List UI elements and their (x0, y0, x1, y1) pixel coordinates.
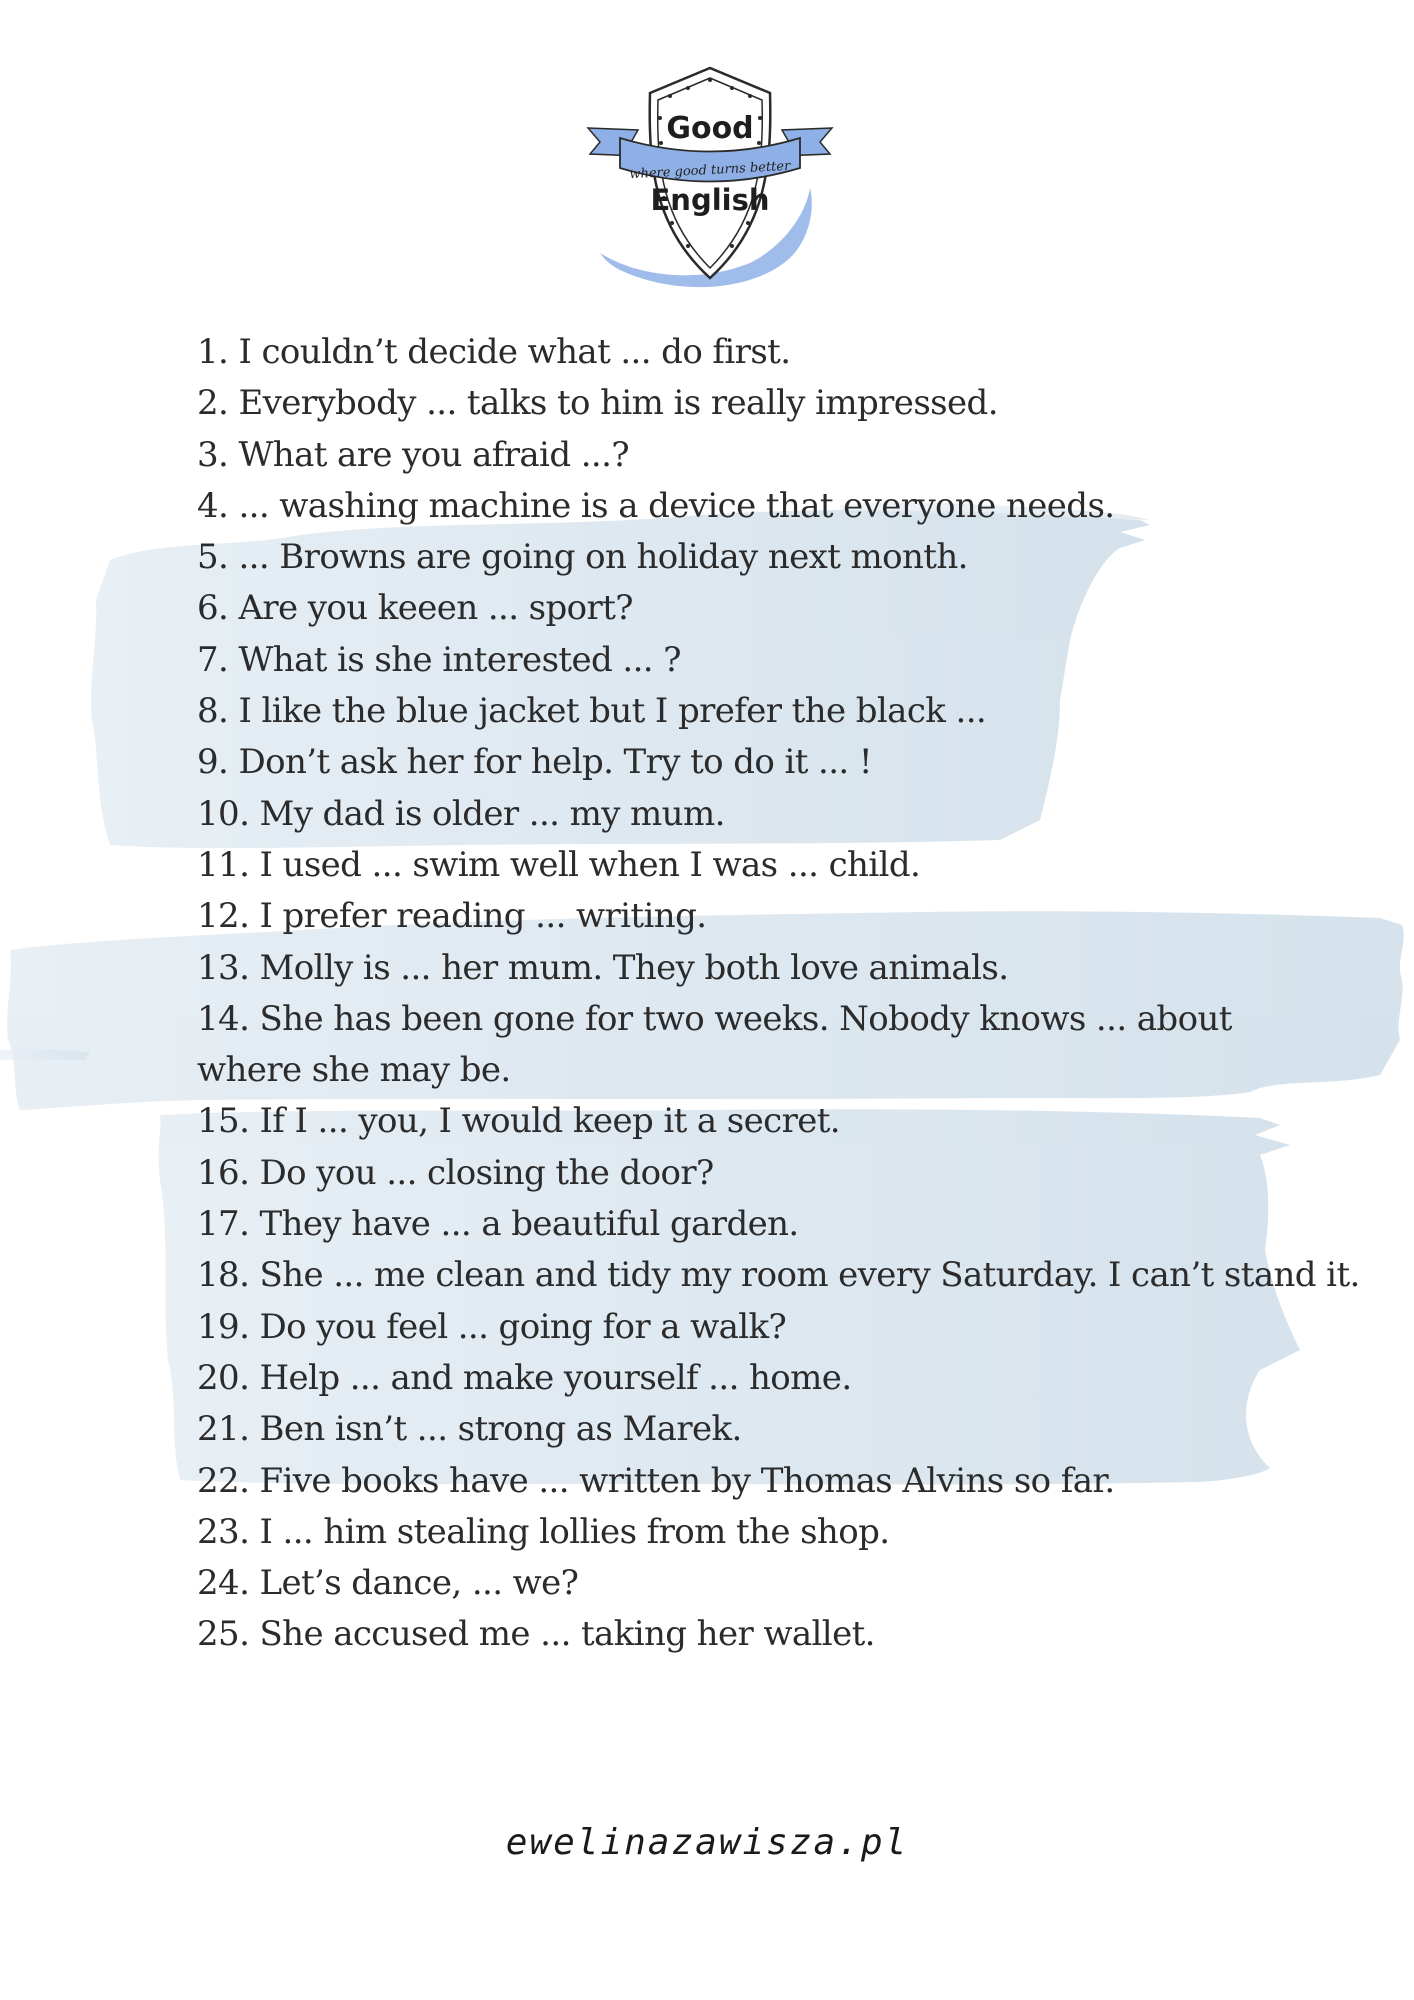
exercise-item (197, 583, 1347, 634)
exercise-item (197, 840, 1347, 891)
exercise-item (197, 1353, 1347, 1404)
exercise-list (197, 327, 1360, 1661)
exercise-item (197, 994, 1347, 1097)
exercise-text: 3. What are you afraid ...? (197, 434, 629, 475)
exercise-text: 7. What is she interested ... ? (197, 639, 681, 680)
exercise-text: 11. I used ... swim well when I was ... child. (197, 844, 921, 885)
exercise-text: 12. I prefer reading ... writing. (197, 896, 707, 937)
exercise-text: 14. She has been gone for two weeks. Nobody knows ... about (197, 998, 1232, 1039)
exercise-text: 20. Help ... and make yourself ... home. (197, 1357, 852, 1398)
exercise-text-continuation: where she may be. (197, 1050, 511, 1091)
exercise-text: 9. Don’t ask her for help. Try to do it ... ! (197, 742, 872, 783)
exercise-item (197, 327, 1347, 378)
exercise-text: 21. Ben isn’t ... strong as Marek. (197, 1409, 742, 1450)
exercise-item (197, 1558, 1347, 1609)
exercise-text: 5. ... Browns are going on holiday next month. (197, 537, 968, 578)
exercise-item (197, 481, 1347, 532)
exercise-text: 6. Are you keeen ... sport? (197, 588, 633, 629)
exercise-item (197, 1199, 1347, 1250)
exercise-text: 10. My dad is older ... my mum. (197, 793, 725, 834)
exercise-text: 25. She accused me ... taking her wallet. (197, 1614, 875, 1655)
exercise-item (197, 1609, 1347, 1660)
exercise-text: 18. She ... me clean and tidy my room every Saturday. I can’t stand it. (197, 1255, 1360, 1296)
exercise-item (197, 789, 1347, 840)
exercise-text: 17. They have ... a beautiful garden. (197, 1204, 799, 1245)
exercise-item (197, 532, 1347, 583)
exercise-item (197, 1302, 1347, 1353)
exercise-text: 15. If I ... you, I would keep it a secret. (197, 1101, 841, 1142)
exercise-item (197, 635, 1347, 686)
exercise-item (197, 1148, 1347, 1199)
exercise-text: 22. Five books have ... written by Thomas Alvins so far. (197, 1460, 1115, 1501)
exercise-item (197, 1250, 1360, 1301)
logo-word-english: English (650, 183, 770, 217)
exercise-text: 13. Molly is ... her mum. They both love animals. (197, 947, 1009, 988)
exercise-text: 2. Everybody ... talks to him is really impressed. (197, 383, 998, 424)
exercise-item (197, 686, 1347, 737)
exercise-text: 19. Do you feel ... going for a walk? (197, 1306, 787, 1347)
exercise-text: 8. I like the blue jacket but I prefer the black ... (197, 691, 987, 732)
exercise-item (197, 1404, 1347, 1455)
exercise-item (197, 1507, 1347, 1558)
logo-word-good: Good (666, 111, 754, 146)
exercise-item (197, 737, 1347, 788)
website-footer: ewelinazawisza.pl (505, 1822, 909, 1863)
exercise-item (197, 378, 1347, 429)
exercise-text: 23. I ... him stealing lollies from the shop. (197, 1511, 890, 1552)
exercise-item (197, 891, 1347, 942)
exercise-text: 4. ... washing machine is a device that everyone needs. (197, 485, 1115, 526)
exercise-item (197, 943, 1347, 994)
exercise-item (197, 1096, 1347, 1147)
logo-tagline: where good turns better (629, 158, 791, 183)
exercise-text: 16. Do you ... closing the door? (197, 1152, 714, 1193)
exercise-text: 24. Let’s dance, ... we? (197, 1563, 579, 1604)
exercise-item (197, 1456, 1347, 1507)
exercise-item (197, 430, 1347, 481)
good-english-logo (560, 58, 860, 318)
exercise-text: 1. I couldn’t decide what ... do first. (197, 332, 791, 372)
